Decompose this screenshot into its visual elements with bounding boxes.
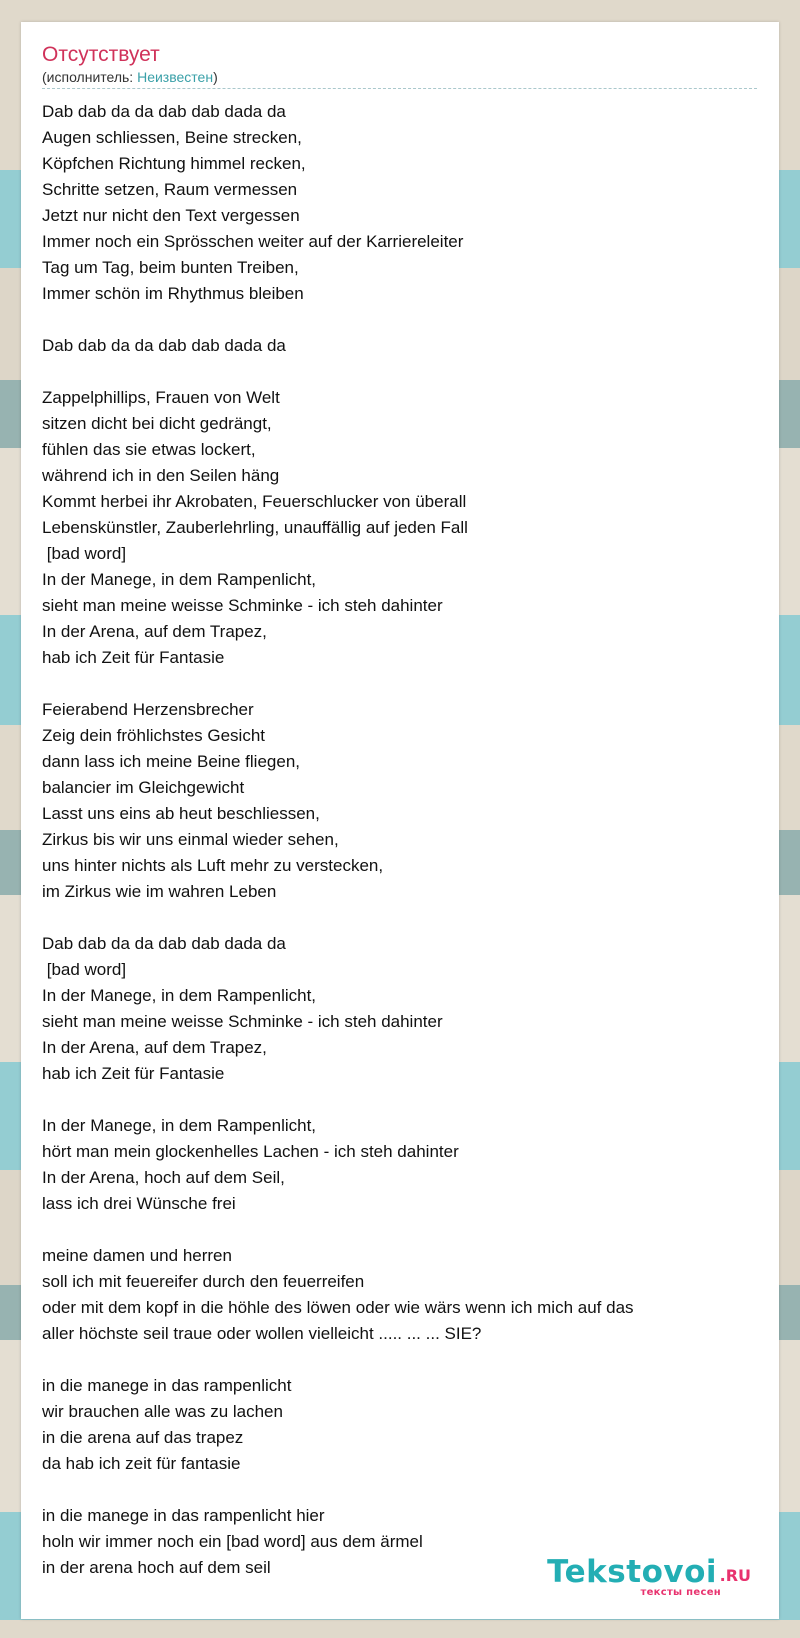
song-title: Отсутствует [42,43,160,66]
logo-name: Tekstovoi [547,1554,717,1590]
logo-tld: .RU [719,1566,751,1585]
artist-line [42,68,757,89]
artist-suffix: ) [213,69,218,85]
lyrics-card [21,22,779,1619]
logo-tagline: тексты песен [640,1587,721,1598]
artist-prefix: (исполнитель: [42,69,138,85]
site-logo[interactable] [541,1555,751,1599]
artist-link[interactable]: Неизвестен [137,69,214,85]
lyrics-text: Dab dab da da dab dab dada da Augen schliessen, Beine strecken, Köpfchen Richtung himmel recken, Schritte setzen, Raum vermessen Jetzt nur nicht den Text vergessen Immer noch ein Sprösschen weiter auf der Karriereleiter Tag um Tag, beim bunten Treiben, Immer schön im Rhythmus bleiben Dab dab da da dab dab dada da Zappelphillips, Frauen von Welt sitzen dicht bei dicht gedrängt, fühlen das sie etwas lockert, während ich in den Seilen häng Kommt herbei ihr Akrobaten, Feuerschlucker von überall Lebenskünstler, Zauberlehrling, unauffällig auf jeden Fall [bad word] In der Manege, in dem Rampenlicht, sieht man meine weisse Schminke - ich steh dahinter In der Arena, auf dem Trapez, hab ich Zeit für Fantasie Feierabend Herzensbrecher Zeig dein fröhlichstes Gesicht dann lass ich meine Beine fliegen, balancier im Gleichgewicht Lasst uns eins ab heut beschliessen, Zirkus bis wir uns einmal wieder sehen, uns hinter nichts als Luft mehr zu verstecken, im Zirkus wie im wahren Leben Dab dab da da dab dab dada da [bad word] In der Manege, in dem Rampenlicht, sieht man meine weisse Schminke - ich steh dahinter In der Arena, auf dem Trapez, hab ich Zeit für Fantasie In der Manege, in dem Rampenlicht, hört man mein glockenhelles Lachen - ich steh dahinter In der Arena, hoch auf dem Seil, lass ich drei Wünsche frei meine damen und herren soll ich mit feuereifer durch den feuerreifen oder mit dem kopf in die höhle des löwen oder wie wärs wenn ich mich auf das aller höchste seil traue oder wollen vielleicht ..... ... ... SIE? in die manege in das rampenlicht wir brauchen alle was zu lachen in die arena auf das trapez da hab ich zeit für fantasie in die manege in das rampenlicht hier holn wir immer noch ein [bad word] aus dem ärmel in der arena hoch auf dem seil [42,102,634,1577]
